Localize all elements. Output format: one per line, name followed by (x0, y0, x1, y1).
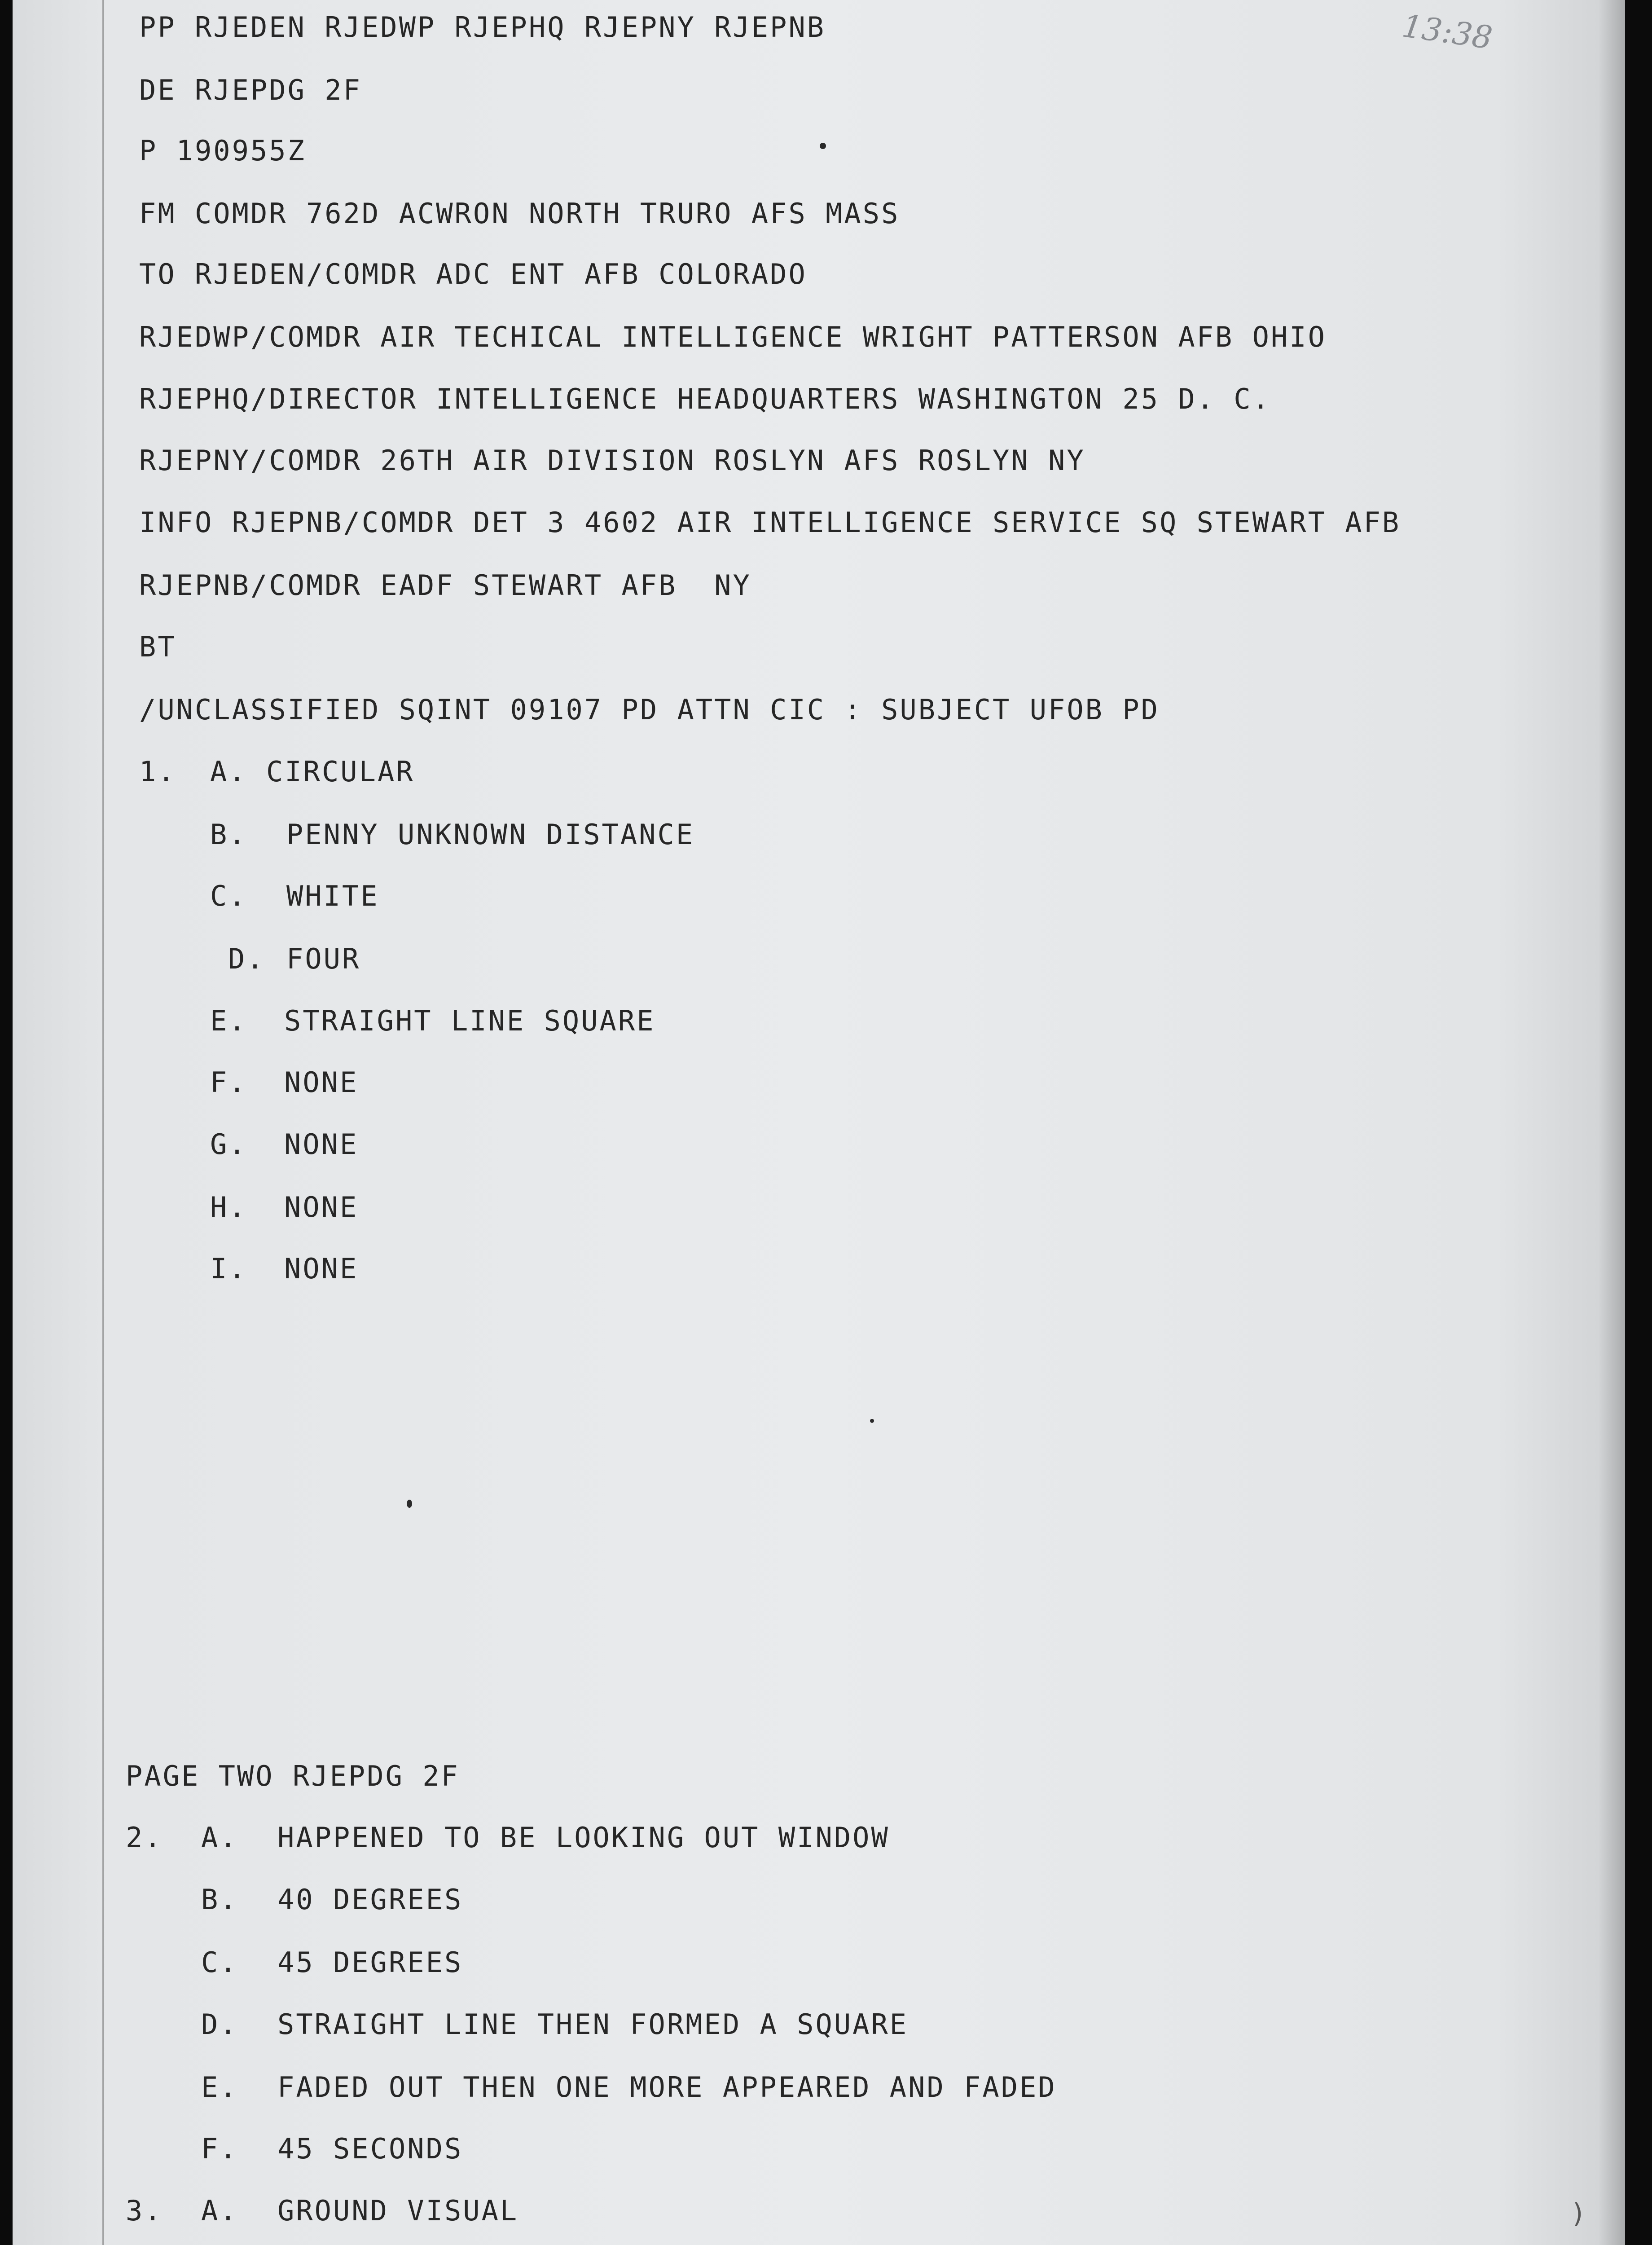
item-text: NONE (284, 1066, 359, 1099)
item-letter: C. (210, 880, 247, 912)
margin-bracket: ) (1573, 2198, 1583, 2229)
priority-line: P 190955Z (139, 134, 306, 167)
handwritten-annotation: 13:38 (1400, 7, 1495, 57)
info-line-1: INFO RJEPNB/COMDR DET 3 4602 AIR INTELLIGENCE SERVICE SQ STEWART AFB (139, 506, 1401, 539)
item-letter: A. (201, 1821, 238, 1854)
item-letter: A. (210, 755, 247, 788)
scan-speck (820, 143, 826, 149)
item-text: GROUND VISUAL (277, 2194, 519, 2227)
bt-line: BT (139, 630, 176, 663)
scan-speck (407, 1500, 412, 1508)
item-text: NONE (284, 1191, 359, 1224)
item-letter: G. (210, 1128, 247, 1161)
item-letter: B. (201, 1883, 238, 1916)
page-two-title: PAGE TWO RJEPDG 2F (126, 1760, 460, 1792)
item-text: NONE (284, 1128, 359, 1161)
item-text: 40 DEGREES (277, 1883, 463, 1916)
item-text: NONE (284, 1252, 359, 1285)
item-letter: H. (210, 1191, 247, 1224)
teletype-page (13, 0, 1625, 2245)
item-letter: D. (228, 942, 265, 975)
page-edge-shadow (1598, 0, 1625, 2245)
routing-line: PP RJEDEN RJEDWP RJEPHQ RJEPNY RJEPNB (139, 11, 826, 44)
item-text: HAPPENED TO BE LOOKING OUT WINDOW (277, 1821, 890, 1854)
item-text: FADED OUT THEN ONE MORE APPEARED AND FADED (277, 2071, 1057, 2104)
section-number: 3. (126, 2194, 163, 2227)
to-line-4: RJEPNY/COMDR 26TH AIR DIVISION ROSLYN AFS ROSLYN NY (139, 444, 1085, 477)
subject-line: /UNCLASSIFIED SQINT 09107 PD ATTN CIC : SUBJECT UFOB PD (139, 693, 1160, 726)
section-number: 1. (139, 755, 176, 788)
item-letter: E. (210, 1004, 247, 1037)
item-text: CIRCULAR (266, 755, 415, 788)
item-text: 45 SECONDS (277, 2132, 463, 2165)
item-text: PENNY UNKNOWN DISTANCE (286, 818, 695, 851)
item-letter: I. (210, 1252, 247, 1285)
info-line-2: RJEPNB/COMDR EADF STEWART AFB NY (139, 569, 751, 602)
item-letter: C. (201, 1946, 238, 1979)
item-letter: B. (210, 818, 247, 851)
left-margin-rule (102, 0, 104, 2245)
item-letter: A. (201, 2194, 238, 2227)
item-letter: E. (201, 2071, 238, 2104)
section-number: 2. (126, 1821, 163, 1854)
item-letter: F. (210, 1066, 247, 1099)
scan-speck (870, 1419, 874, 1423)
item-text: WHITE (286, 880, 379, 912)
item-text: STRAIGHT LINE THEN FORMED A SQUARE (277, 2008, 909, 2041)
from-line: FM COMDR 762D ACWRON NORTH TRURO AFS MASS (139, 197, 900, 230)
item-text: FOUR (286, 942, 361, 975)
item-letter: F. (201, 2132, 238, 2165)
to-line-1: TO RJEDEN/COMDR ADC ENT AFB COLORADO (139, 258, 807, 291)
to-line-3: RJEPHQ/DIRECTOR INTELLIGENCE HEADQUARTERS WASHINGTON 25 D. C. (139, 383, 1271, 415)
de-line: DE RJEPDG 2F (139, 74, 362, 106)
item-text: STRAIGHT LINE SQUARE (284, 1004, 655, 1037)
item-text: 45 DEGREES (277, 1946, 463, 1979)
item-letter: D. (201, 2008, 238, 2041)
to-line-2: RJEDWP/COMDR AIR TECHICAL INTELLIGENCE WRIGHT PATTERSON AFB OHIO (139, 321, 1327, 353)
